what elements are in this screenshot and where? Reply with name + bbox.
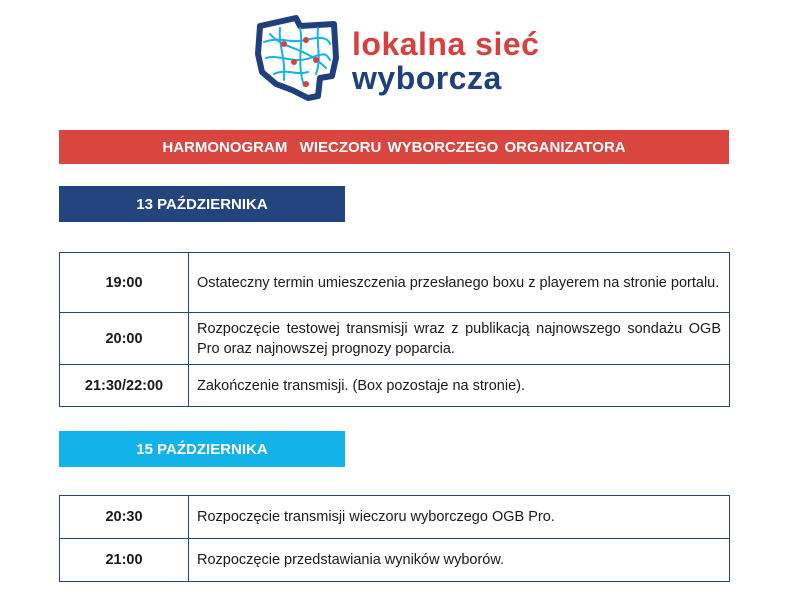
table-row <box>60 253 730 313</box>
table-row <box>60 539 730 582</box>
description-cell: Zakończenie transmisji. (Box pozostaje na stronie). <box>189 365 730 407</box>
time-cell: 21:00 <box>60 539 189 582</box>
description-cell: Rozpoczęcie transmisji wieczoru wyborczego OGB Pro. <box>189 496 730 539</box>
logo-text-line2: wyborcza <box>352 60 502 96</box>
schedule-table-day1 <box>59 252 730 407</box>
time-cell: 19:00 <box>60 253 189 313</box>
time-cell: 20:00 <box>60 313 189 365</box>
description-cell: Ostateczny termin umieszczenia przesłanego boxu z playerem na stronie portalu. <box>189 253 730 313</box>
logo-text-line1: lokalna sieć <box>352 26 540 62</box>
day-header-1-label: 13 PAŹDZIERNIKA <box>136 195 268 213</box>
schedule-table-day2 <box>59 495 730 582</box>
table-row <box>60 313 730 365</box>
day-header-1 <box>59 186 345 222</box>
time-cell: 20:30 <box>60 496 189 539</box>
page-title-text: HARMONOGRAM WIECZORU WYBORCZEGO ORGANIZATORA <box>162 138 626 156</box>
logo <box>250 14 550 106</box>
table-row <box>60 496 730 539</box>
time-cell: 21:30/22:00 <box>60 365 189 407</box>
day-header-2 <box>59 431 345 467</box>
description-cell: Rozpoczęcie testowej transmisji wraz z publikacją najnowszego sondażu OGB Pro oraz najnowszej prognozy poparcia. <box>189 313 730 365</box>
description-cell: Rozpoczęcie przedstawiania wyników wyborów. <box>189 539 730 582</box>
page-title <box>59 130 729 164</box>
table-row <box>60 365 730 407</box>
day-header-2-label: 15 PAŹDZIERNIKA <box>136 440 268 458</box>
poland-map-network-icon <box>250 14 342 106</box>
